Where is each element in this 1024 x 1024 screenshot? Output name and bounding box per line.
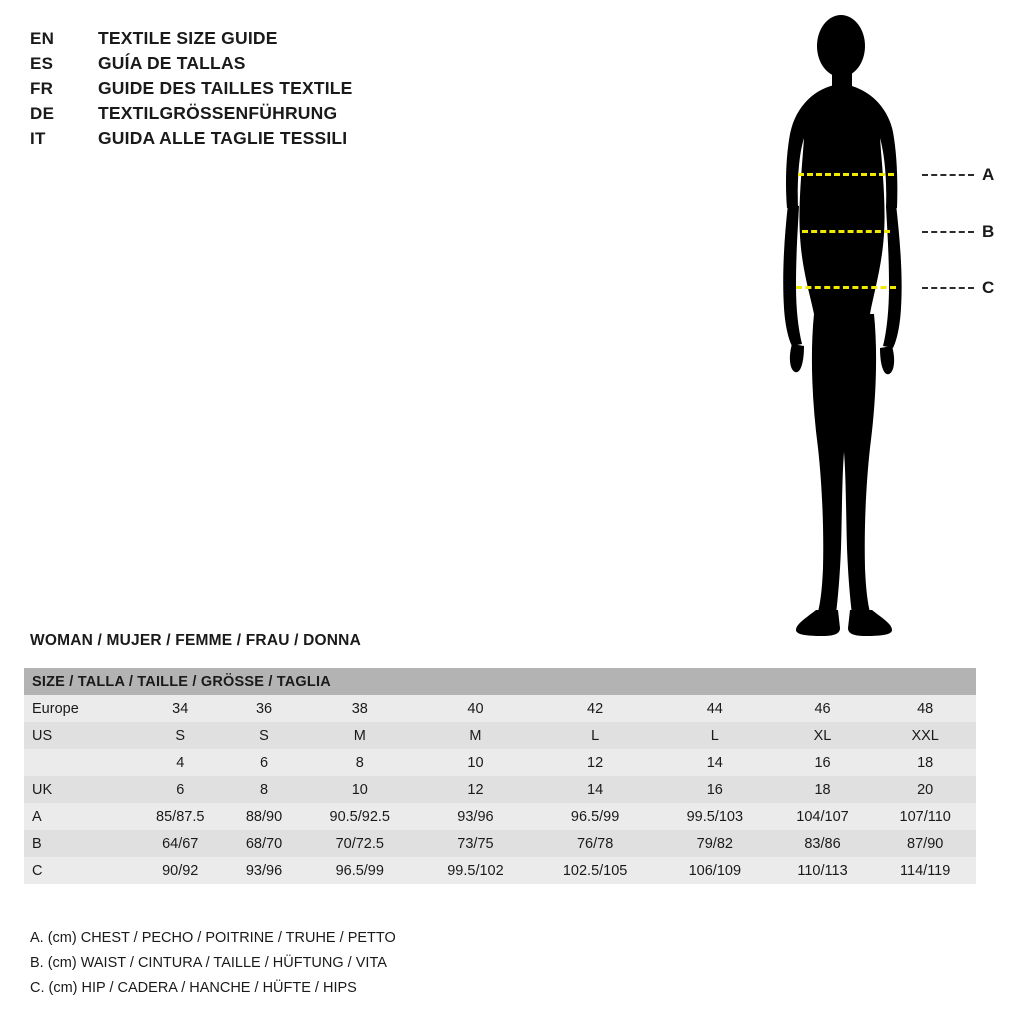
- table-cell: 70/72.5: [335, 835, 384, 852]
- table-cell: 99.5/103: [686, 808, 744, 825]
- table-cell: 102.5/105: [562, 862, 628, 879]
- row-label: C: [32, 862, 43, 879]
- table-cell: 16: [706, 781, 723, 798]
- table-cell: 83/86: [804, 835, 841, 852]
- table-cell: 14: [706, 754, 723, 771]
- language-code: FR: [30, 79, 54, 98]
- table-cell: 6: [259, 754, 269, 771]
- table-cell: M: [469, 727, 482, 744]
- table-cell: 64/67: [162, 835, 199, 852]
- table-cell: 93/96: [457, 808, 494, 825]
- table-cell: 10: [467, 754, 484, 771]
- table-cell: 114/119: [900, 862, 951, 879]
- legend-item-a: A. (cm) CHEST / PECHO / POITRINE / TRUHE / PETTO: [30, 930, 396, 946]
- table-cell: 6: [176, 781, 185, 798]
- female-body-silhouette-icon: [740, 8, 1010, 638]
- table-cell: 42: [587, 700, 604, 717]
- table-cell: 106/109: [688, 862, 742, 879]
- language-code: IT: [30, 129, 46, 148]
- measurement-label-a: A: [982, 165, 995, 184]
- leader-line-b: [922, 231, 974, 233]
- table-header-row: [24, 668, 976, 695]
- row-label: UK: [32, 781, 53, 798]
- table-cell: S: [259, 727, 269, 744]
- language-code: ES: [30, 54, 54, 73]
- language-row: [30, 28, 460, 53]
- measurement-line-c: [796, 286, 896, 289]
- row-label: US: [32, 727, 53, 744]
- language-row: [30, 53, 460, 78]
- leader-line-a: [922, 174, 974, 176]
- table-cell: 85/87.5: [156, 808, 205, 825]
- table-row: [24, 695, 976, 722]
- language-code: DE: [30, 104, 55, 123]
- body-figure-diagram: [740, 8, 1010, 638]
- table-cell: 68/70: [245, 835, 283, 852]
- language-title: GUIDE DES TAILLES TEXTILE: [98, 78, 353, 98]
- table-cell: XL: [813, 727, 832, 744]
- measurement-label-c: C: [982, 278, 995, 297]
- language-title-list: [30, 28, 460, 153]
- table-cell: L: [591, 727, 600, 744]
- legend-item-c: C. (cm) HIP / CADERA / HANCHE / HÜFTE / HIPS: [30, 980, 357, 996]
- table-cell: 79/82: [696, 835, 733, 852]
- table-cell: 16: [814, 754, 831, 771]
- row-label: A: [32, 808, 42, 825]
- table-cell: 93/96: [245, 862, 283, 879]
- table-cell: 34: [172, 700, 189, 717]
- table-row: [24, 722, 976, 749]
- table-cell: 104/107: [796, 808, 849, 825]
- table-row: [24, 776, 976, 803]
- language-title: GUIDA ALLE TAGLIE TESSILI: [98, 128, 348, 148]
- language-code: EN: [30, 29, 55, 48]
- table-cell: 90/92: [162, 862, 199, 879]
- table-cell: 36: [255, 700, 273, 717]
- table-cell: 48: [917, 700, 934, 717]
- language-row: [30, 128, 460, 153]
- table-cell: XXL: [911, 727, 939, 744]
- table-cell: L: [710, 727, 719, 744]
- row-label: B: [32, 835, 42, 852]
- measurement-line-a: [798, 173, 894, 176]
- language-title: TEXTILGRÖSSENFÜHRUNG: [98, 103, 338, 123]
- table-caption: WOMAN / MUJER / FEMME / FRAU / DONNA: [30, 632, 361, 649]
- table-cell: 90.5/92.5: [329, 808, 390, 825]
- table-cell: 8: [355, 754, 364, 771]
- table-cell: 88/90: [245, 808, 283, 825]
- table-cell: 87/90: [907, 835, 944, 852]
- table-cell: 18: [814, 781, 831, 798]
- table-cell: 73/75: [457, 835, 494, 852]
- table-cell: 12: [587, 754, 604, 771]
- table-row: [24, 749, 976, 776]
- table-cell: 96.5/99: [570, 808, 620, 825]
- table-cell: 96.5/99: [335, 862, 384, 879]
- table-cell: 99.5/102: [447, 862, 504, 879]
- legend-item-b: B. (cm) WAIST / CINTURA / TAILLE / HÜFTUNG / VITA: [30, 955, 387, 971]
- measurement-label-b: B: [982, 222, 995, 241]
- language-row: [30, 103, 460, 128]
- table-cell: 38: [351, 700, 368, 717]
- table-cell: S: [175, 727, 186, 744]
- table-cell: 20: [917, 781, 934, 798]
- language-title: TEXTILE SIZE GUIDE: [98, 28, 278, 48]
- table-row: [24, 803, 976, 830]
- measurement-legend: [30, 930, 730, 1005]
- table-row: [24, 830, 976, 857]
- measurement-line-b: [802, 230, 890, 233]
- table-header-label: SIZE / TALLA / TAILLE / GRÖSSE / TAGLIA: [32, 673, 331, 690]
- language-row: [30, 78, 460, 103]
- table-row: [24, 857, 976, 884]
- table-cell: 107/110: [899, 808, 951, 825]
- size-chart-table: [24, 668, 976, 884]
- table-cell: 40: [467, 700, 484, 717]
- table-cell: 110/113: [797, 862, 848, 879]
- row-label: [24, 749, 132, 776]
- table-cell: 14: [587, 781, 604, 798]
- row-label: Europe: [32, 700, 79, 717]
- leader-line-c: [922, 287, 974, 289]
- language-title: GUÍA DE TALLAS: [98, 53, 246, 73]
- table-cell: M: [353, 727, 366, 744]
- table-cell: 12: [467, 781, 484, 798]
- table-cell: 18: [917, 754, 934, 771]
- table-cell: 10: [351, 781, 368, 798]
- table-cell: 4: [176, 754, 185, 771]
- table-cell: 46: [814, 700, 831, 717]
- table-cell: 44: [706, 700, 723, 717]
- table-cell: 76/78: [576, 835, 614, 852]
- table-cell: 8: [259, 781, 269, 798]
